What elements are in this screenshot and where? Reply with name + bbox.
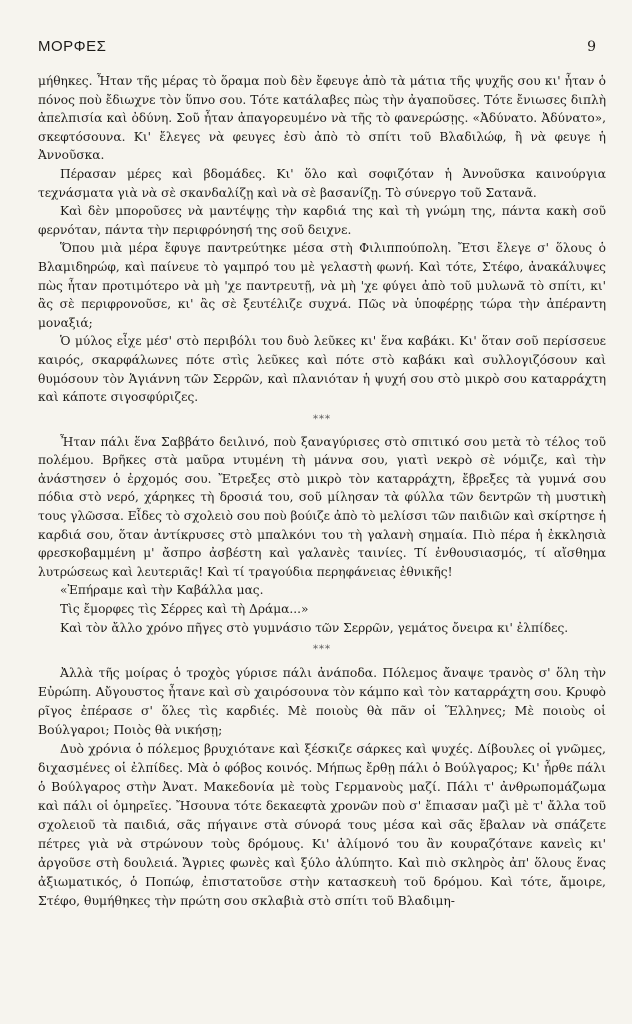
- verse-line: Τὶς ἔμορφες τὶς Σέρρες καὶ τὴ Δράμα...»: [60, 602, 309, 617]
- paragraph: Δυὸ χρόνια ὁ πόλεμος βρυχιότανε καὶ ξέσκιζε σάρκες καὶ ψυχές. Δίβουλες οἱ γνῶμες, διχασμένες οἱ ἐλπίδες. Μὰ ὁ φόβος κοινός. Μήπως ἔρθῃ πάλι ὁ Βούλγαρος; Κι' ἦρθε πάλι ὁ Βούλγαρος στὴν Ἀνατ. Μακεδονία μὲ τοὺς Γερμανοὺς μαζί. Πάλι τ' ἀνθρωπομάζωμα καὶ πάλι οἱ ὁμηρεῖες. Ἤσουνα τότε δεκαεφτὰ χρονῶν ποὺ σ' ἔπιασαν μαζὶ μὲ τ' ἄλλα τοῦ σχολειοῦ τὰ παιδιά, σᾶς πήγαινε στὰ σύνορά τους μέσα καὶ σᾶς ἔβαλαν νὰ σπάζετε πέτρες γιὰ νὰ στρώνουν τοὺς δρόμους. Κι' ἀλίμονό του ἂν κουραζότανε κανεὶς κι' ἀργοῦσε στὴ δουλειά. Ἄγριες φωνὲς καὶ ξύλο ἀλύπητο. Καὶ πιὸ σκληρὸς ἀπ' ὅλους ἕνας ἀξιωματικός, ὁ Ποπώφ, ἐπιστατοῦσε στὴν κατασκευὴ τοῦ δρόμου. Καὶ τότε, ἄμοιρε, Στέφο, θυμήθηκες τὴν πρώτη σου σκλαβιὰ στὸ σπίτι τοῦ Βλαδιμη-: [38, 741, 606, 909]
- running-title: ΜΟΡΦΕΣ: [38, 38, 107, 55]
- paragraph: Ἀλλὰ τῆς μοίρας ὁ τροχὸς γύρισε πάλι ἀνάποδα. Πόλεμος ἄναψε τρανὸς σ' ὅλη τὴν Εὐρώπη. Αὔγουστος ἦτανε καὶ σὺ χαιρόσουνα τὸν κάμπο καὶ τὸν καταρράχτη σου. Κρυφὸ ρῖγος ἐπέρασε σ' ὅλες τὶς καρδιές. Μὲ ποιοὺς θὰ πᾶν οἱ Ἕλληνες; Μὲ ποιοὺς οἱ Βούλγαροι; Ποιὸς θὰ νικήσῃ;: [38, 665, 606, 738]
- paragraph: Πέρασαν μέρες καὶ βδομάδες. Κι' ὅλο καὶ σοφιζόταν ἡ Ἀννοῦσκα καινούργια τεχνάσματα γιὰ νὰ σὲ σκανδαλίζῃ καὶ νὰ σὲ βασανίζῃ. Τὸ σύνεργο τοῦ Σατανᾶ.: [38, 166, 606, 200]
- paragraph: Καὶ τὸν ἄλλο χρόνο πῆγες στὸ γυμνάσιο τῶν Σερρῶν, γεμάτος ὄνειρα κι' ἐλπίδες.: [60, 620, 569, 635]
- section-three: [38, 663, 606, 910]
- section-separator: ***: [313, 413, 331, 425]
- paragraph: Ἦταν πάλι ἕνα Σαββάτο δειλινό, ποὺ ξαναγύρισες στὸ σπιτικό σου μετὰ τὸ τέλος τοῦ πολέμου. Βρῆκες στὰ μαῦρα ντυμένη τὴ μάννα σου, γιατὶ νεκρὸ σὲ νόμιζε, καὶ τὴν ἀνάστησεν ὁ ἐρχομός σου. Ἔτρεξες στὸ μικρὸ τὸν καταρράχτη, ἔβρεξες τὰ γυμνά σου πόδια στὸ νερό, χάρηκες τὴ δροσιά του, σοῦ μίλησαν τὰ φύλλα τῶν δεντρῶν τὴ μυστικὴ τους γλῶσσα. Εἶδες τὸ σχολειὸ σου ποὺ βούιζε ἀπὸ τὸ μελίσσι τῶν παιδιῶν καὶ σκίρτησε ἡ καρδιά σου, ὅταν ἀντίκρυσες στὸ μπαλκόνι του τὴ γαλανὴ σημαία. Πιὸ πέρα ἡ ἐκκλησιὰ φρεσκοβαμμένη μ' ἄσπρο ἀσβέστη καὶ γαλανὲς ταινίες. Τί ἐνθουσιασμός, τί αἴσθημα λυτρώσεως καὶ λευτεριᾶς! Καὶ τί τραγούδια περηφάνειας ἐθνικῆς!: [38, 434, 606, 579]
- section-separator: ***: [313, 644, 331, 656]
- running-header: [38, 38, 606, 60]
- paragraph: μήθηκες. Ἦταν τῆς μέρας τὸ ὅραμα ποὺ δὲν ἔφευγε ἀπὸ τὰ μάτια τῆς ψυχῆς σου κι' ἦταν ὁ πόνος ποὺ ἔδιωχνε τὸν ὕπνο σου. Τότε κατάλαβες πὼς τὴν ἀγαποῦσες. Τότε ἔνιωσες διπλὴ ἀπελπισία καὶ ὀδύνη. Σοῦ ἦταν ἀπαγορευμένο νὰ τῆς τὸ φανερώσῃς. «Ἀδύνατο. Ἀδύνατο», σκεφτόσουνα. Κι' ἔλεγες νὰ φευγες ἐσὺ ἀπὸ τὸ σπίτι τοῦ Βλαδιλώφ, ἢ νὰ φευγε ἡ Ἀννοῦσκα.: [38, 74, 606, 163]
- body-text: [38, 72, 606, 910]
- verse-line: «Ἐπήραμε καὶ τὴν Καβάλλα μας.: [60, 583, 264, 598]
- paragraph: Καὶ δὲν μποροῦσες νὰ μαντέψῃς τὴν καρδιά της καὶ τὴ γνώμη της, πάντα κακὴ σοῦ φερνόταν, πάντα τὴν περιφρόνησή της σοῦ δειχνε.: [38, 204, 606, 237]
- paragraph: Ὁ μύλος εἶχε μέσ' στὸ περιβόλι του δυὸ λεῦκες κι' ἕνα καβάκι. Κι' ὅταν σοῦ περίσσευε καιρός, σκαρφάλωνες πότε στὶς λεῦκες καὶ πότε στὸ καβάκι καὶ συλλογιζόσουν καὶ θυμόσουν τὸν Ἁγιάννη τῶν Σερρῶν, καὶ πλανιόταν ἡ ψυχή σου στὸ μικρὸ σου καταρράχτη καὶ κάποτε σιγοσφύριζες.: [38, 334, 606, 405]
- page-number: 9: [587, 39, 596, 55]
- paragraph: Ὅπου μιὰ μέρα ἔφυγε παντρεύτηκε μέσα στὴ Φιλιππούπολη. Ἔτσι ἔλεγε σ' ὅλους ὁ Βλαμιδηρώφ, καὶ παίνευε τὸ γαμπρό του μὲ γελαστὴ φωνή. Καὶ τότε, Στέφο, ἀνακάλυψες πὼς ἦταν προτιμότερο νὰ μὴ 'χε παντρευτῇ, νὰ μὴ 'χε φύγει ἀπὸ τοῦ μυλωνᾶ τὸ σπίτι, κι' ἂς σὲ περιφρονοῦσε, κι' ἂς σὲ ξευτέλιζε συχνά. Πῶς νὰ ὑποφέρῃς τώρα τὴν ἀπέραντη μοναξιά;: [38, 241, 606, 330]
